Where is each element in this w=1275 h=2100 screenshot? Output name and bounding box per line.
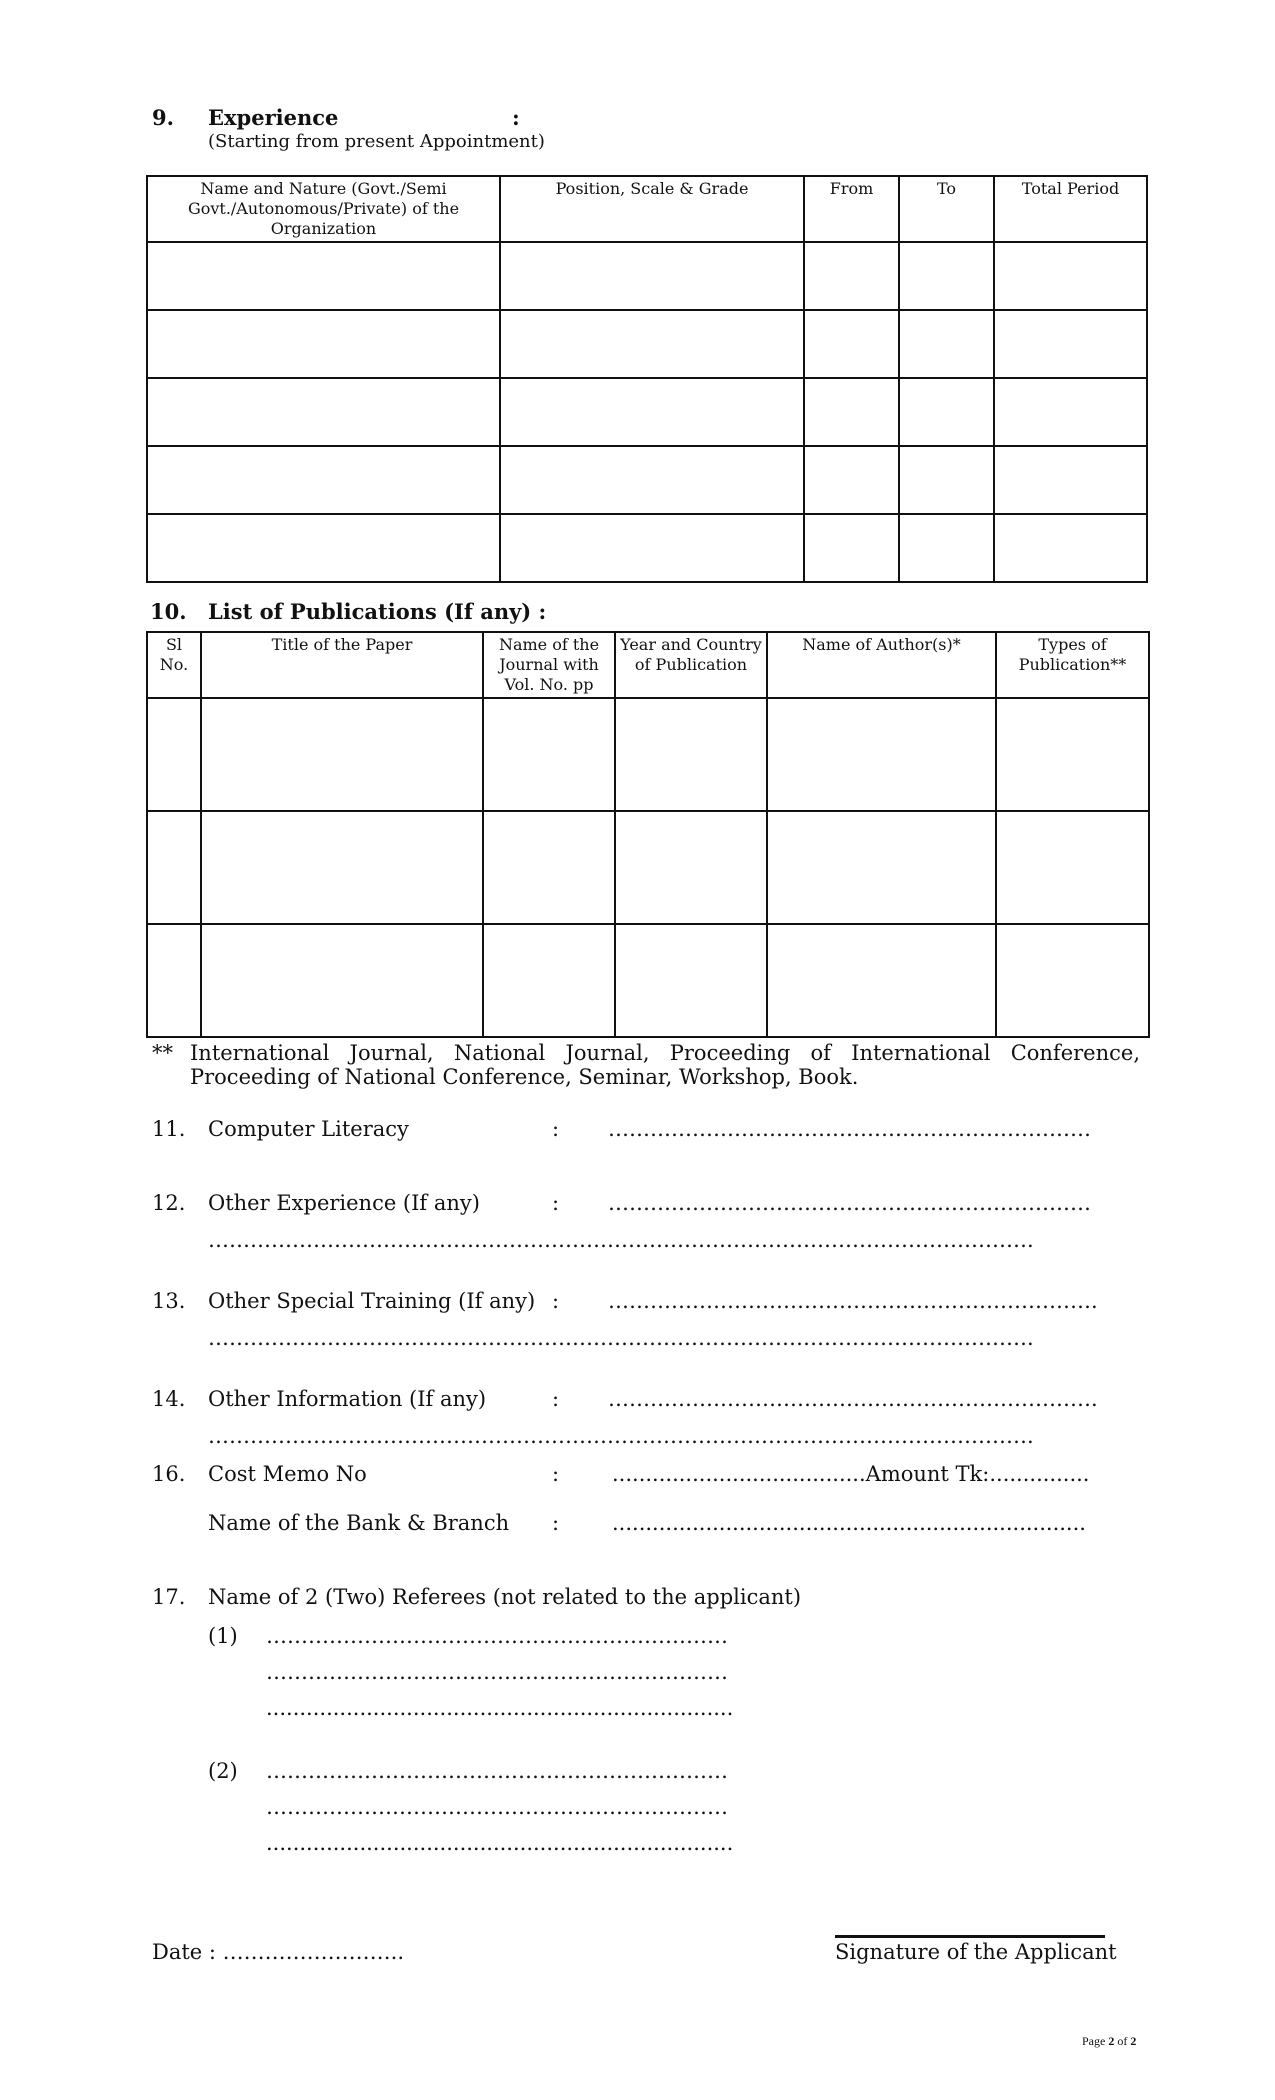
publications-col-authors: Name of Author(s)* (767, 632, 996, 698)
publications-cell[interactable] (147, 698, 201, 811)
other-experience-colon: : (552, 1191, 560, 1215)
section-14-number: 14. (152, 1387, 186, 1411)
experience-cell[interactable] (147, 310, 500, 378)
experience-cell[interactable] (500, 446, 804, 514)
experience-cell[interactable] (804, 514, 899, 582)
experience-cell[interactable] (899, 378, 994, 446)
other-information-colon: : (552, 1387, 560, 1411)
publications-col-year-country: Year and Country of Publication (615, 632, 767, 698)
section-9-subtitle: (Starting from present Appointment) (208, 131, 545, 152)
publications-cell[interactable] (767, 924, 996, 1037)
publications-table-header-row (147, 632, 1149, 698)
special-training-label: Other Special Training (If any) (208, 1289, 536, 1313)
signature-line[interactable] (835, 1935, 1105, 1938)
other-experience-field[interactable]: …………………………………………………………… (608, 1191, 1091, 1215)
experience-cell[interactable] (994, 310, 1147, 378)
experience-cell[interactable] (899, 446, 994, 514)
referee-1-line-3[interactable]: ...................................................................... (266, 1696, 734, 1720)
computer-literacy-field[interactable]: …………………………………………………………… (608, 1117, 1091, 1141)
other-experience-label: Other Experience (If any) (208, 1191, 480, 1215)
publications-cell[interactable] (615, 811, 767, 924)
page-current: 2 (1108, 2034, 1115, 2048)
bank-branch-colon: : (552, 1511, 560, 1535)
experience-cell[interactable] (500, 378, 804, 446)
experience-cell[interactable] (804, 242, 899, 310)
experience-row (147, 514, 1147, 582)
experience-cell[interactable] (147, 514, 500, 582)
publication-types-note-mark: ** (152, 1041, 173, 1065)
referee-2-line-3[interactable]: ...................................................................... (266, 1831, 734, 1855)
section-9-colon: : (512, 105, 520, 130)
special-training-field-line-2[interactable]: ………………………………………………………………………………………………………. (208, 1326, 1034, 1350)
publications-row (147, 811, 1149, 924)
section-13-number: 13. (152, 1289, 186, 1313)
publications-col-type: Types of Publication** (996, 632, 1149, 698)
experience-row (147, 242, 1147, 310)
experience-table-header-row (147, 176, 1147, 242)
publications-col-journal: Name of the Journal with Vol. No. pp (483, 632, 615, 698)
publications-cell[interactable] (483, 698, 615, 811)
experience-cell[interactable] (147, 242, 500, 310)
referee-2-number: (2) (208, 1759, 238, 1783)
publications-col-title: Title of the Paper (201, 632, 483, 698)
referee-2-line-1[interactable]: ………………………………………………………… (266, 1759, 728, 1783)
publications-cell[interactable] (615, 698, 767, 811)
section-10-number: 10. (150, 599, 187, 624)
publications-cell[interactable] (767, 698, 996, 811)
computer-literacy-colon: : (552, 1117, 560, 1141)
publications-cell[interactable] (483, 811, 615, 924)
experience-cell[interactable] (147, 446, 500, 514)
section-16-number: 16. (152, 1462, 186, 1486)
experience-cell[interactable] (500, 242, 804, 310)
cost-memo-amount-field[interactable]: ......................................Amount Tk:............... (612, 1462, 1090, 1486)
publications-cell[interactable] (147, 811, 201, 924)
experience-table (146, 175, 1148, 583)
experience-col-total: Total Period (994, 176, 1147, 242)
experience-row (147, 378, 1147, 446)
date-field[interactable]: Date : …………………….. (152, 1940, 404, 1964)
experience-cell[interactable] (994, 378, 1147, 446)
experience-cell[interactable] (500, 310, 804, 378)
experience-row (147, 446, 1147, 514)
publications-cell[interactable] (615, 924, 767, 1037)
section-10-title: List of Publications (If any) : (208, 599, 547, 624)
experience-col-to: To (899, 176, 994, 242)
experience-cell[interactable] (994, 242, 1147, 310)
publications-table (146, 631, 1150, 1038)
page-number (1082, 2034, 1136, 2049)
experience-cell[interactable] (899, 514, 994, 582)
signature-label: Signature of the Applicant (835, 1940, 1117, 1964)
section-9-title: Experience (208, 105, 339, 130)
cost-memo-label: Cost Memo No (208, 1462, 367, 1486)
experience-cell[interactable] (804, 310, 899, 378)
publications-cell[interactable] (147, 924, 201, 1037)
computer-literacy-label: Computer Literacy (208, 1117, 409, 1141)
special-training-colon: : (552, 1289, 560, 1313)
publications-row (147, 924, 1149, 1037)
experience-cell[interactable] (994, 446, 1147, 514)
experience-cell[interactable] (804, 446, 899, 514)
page-separator: of (1114, 2034, 1131, 2048)
publications-cell[interactable] (483, 924, 615, 1037)
publications-cell[interactable] (996, 698, 1149, 811)
other-information-field[interactable]: ……………………………………………………………. (608, 1387, 1098, 1411)
experience-cell[interactable] (899, 310, 994, 378)
section-17-number: 17. (152, 1585, 186, 1609)
publications-cell[interactable] (767, 811, 996, 924)
publications-row (147, 698, 1149, 811)
publication-types-note-line-2: Proceeding of National Conference, Seminar, Workshop, Book. (190, 1065, 859, 1089)
publications-cell[interactable] (996, 924, 1149, 1037)
publications-cell[interactable] (201, 698, 483, 811)
publications-cell[interactable] (996, 811, 1149, 924)
experience-cell[interactable] (994, 514, 1147, 582)
referee-1-line-1[interactable]: ………………………………………………………… (266, 1624, 728, 1648)
other-information-field-line-2[interactable]: ………………………………………………………………………………………………………. (208, 1424, 1034, 1448)
experience-cell[interactable] (500, 514, 804, 582)
experience-cell[interactable] (147, 378, 500, 446)
referee-1-line-2[interactable]: ………………………………………………………… (266, 1660, 728, 1684)
section-11-number: 11. (152, 1117, 186, 1141)
referees-label: Name of 2 (Two) Referees (not related to the applicant) (208, 1585, 802, 1609)
special-training-field[interactable]: ……………………………………………………………. (608, 1289, 1098, 1313)
experience-col-organization: Name and Nature (Govt./Semi Govt./Autonomous/Private) of the Organization (147, 176, 500, 242)
publication-types-note-line-1: International Journal, National Journal, Proceeding of International Conference, (190, 1041, 1140, 1065)
publications-cell[interactable] (201, 924, 483, 1037)
page-prefix: Page (1082, 2034, 1109, 2048)
experience-row (147, 310, 1147, 378)
referee-1-number: (1) (208, 1624, 238, 1648)
cost-memo-colon: : (552, 1462, 560, 1486)
experience-cell[interactable] (899, 242, 994, 310)
section-12-number: 12. (152, 1191, 186, 1215)
experience-col-from: From (804, 176, 899, 242)
other-information-label: Other Information (If any) (208, 1387, 487, 1411)
publications-col-sl: Sl No. (147, 632, 201, 698)
bank-branch-field[interactable]: ....................................................................... (612, 1511, 1086, 1535)
publications-cell[interactable] (201, 811, 483, 924)
other-experience-field-line-2[interactable]: ………………………………………………………………………………………………………. (208, 1228, 1034, 1252)
referee-2-line-2[interactable]: ………………………………………………………… (266, 1795, 728, 1819)
section-9-number: 9. (152, 105, 174, 130)
page-total: 2 (1130, 2034, 1137, 2048)
bank-branch-label: Name of the Bank & Branch (208, 1511, 510, 1535)
experience-cell[interactable] (804, 378, 899, 446)
experience-col-position: Position, Scale & Grade (500, 176, 804, 242)
